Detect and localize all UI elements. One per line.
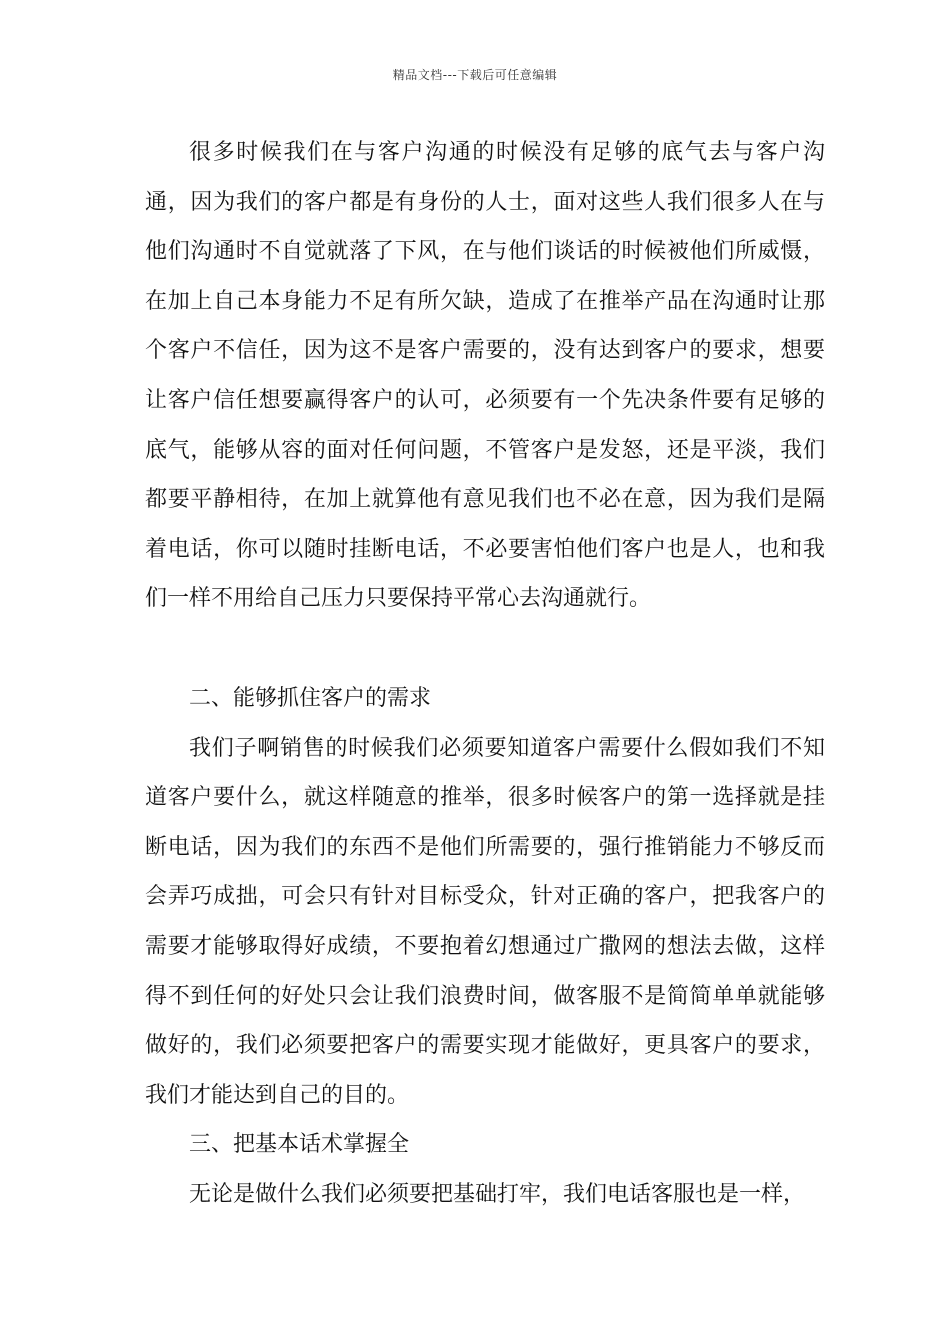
paragraph-customer-needs: 我们子啊销售的时候我们必须要知道客户需要什么假如我们不知道客户要什么，就这样随意的推举，很多时候客户的第一选择就是挂断电话，因为我们的东西不是他们所需要的，强行推销能力不够反而会弄巧成拙，可会只有针对目标受众，针对正确的客户，把我客户的需要才能够取得好成绩，不要抱着幻想通过广撒网的想法去做，这样得不到任何的好处只会让我们浪费时间，做客服不是简简单单就能够做好的，我们必须要把客户的需要实现才能做好，更具客户的要求，我们才能达到自己的目的。 bbox=[145, 735, 825, 1108]
paragraph-gap bbox=[145, 624, 825, 674]
paragraph-confidence: 很多时候我们在与客户沟通的时候没有足够的底气去与客户沟通，因为我们的客户都是有身份的人士，面对这些人我们很多人在与他们沟通时不自觉就落了下风，在与他们谈话的时候被他们所威慑，在加上自己本身能力不足有所欠缺，造成了在推举产品在沟通时让那个客户不信任，因为这不是客户需要的，没有达到客户的要求，想要让客户信任想要赢得客户的认可，必须要有一个先决条件要有足够的底气，能够从容的面对任何问题，不管客户是发怒，还是平淡，我们都要平静相待，在加上就算他有意见我们也不必在意，因为我们是隔着电话，你可以随时挂断电话，不必要害怕他们客户也是人，也和我们一样不用给自己压力只要保持平常心去沟通就行。 bbox=[145, 140, 825, 612]
section-heading-2: 二、能够抓住客户的需求 bbox=[189, 685, 432, 711]
document-body bbox=[145, 128, 825, 1219]
page-header: 精品文档---下载后可任意编辑 bbox=[392, 68, 558, 82]
paragraph-basic-skills: 无论是做什么我们必须要把基础打牢，我们电话客服也是一样， bbox=[189, 1181, 806, 1207]
section-heading-3: 三、把基本话术掌握全 bbox=[189, 1132, 410, 1158]
